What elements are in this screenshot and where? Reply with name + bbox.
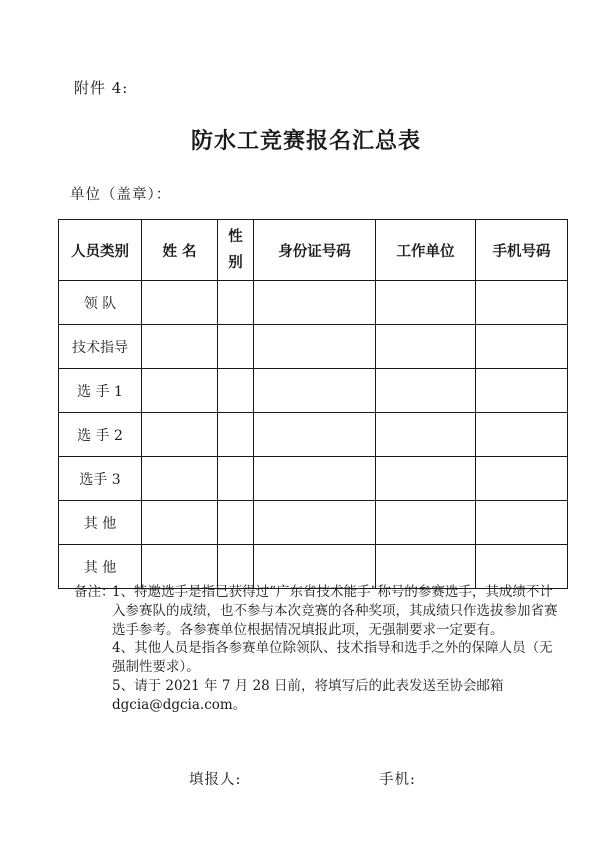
row-category-label: 选手 3 xyxy=(59,457,142,501)
work-unit-cell[interactable] xyxy=(376,545,476,589)
notes-section xyxy=(74,583,564,715)
table-row xyxy=(59,413,568,457)
phone-cell[interactable] xyxy=(476,369,568,413)
note-item-5: 5、请于 2021 年 7 月 28 日前，将填写后的此表发送至协会邮箱 dgcia@dgcia.com。 xyxy=(112,677,504,713)
phone-cell[interactable] xyxy=(476,325,568,369)
table-header-row xyxy=(59,220,568,281)
phone-cell[interactable] xyxy=(476,281,568,325)
name-cell[interactable] xyxy=(142,413,218,457)
id-number-cell[interactable] xyxy=(254,545,376,589)
column-header-name: 姓 名 xyxy=(142,220,218,281)
work-unit-cell[interactable] xyxy=(376,501,476,545)
table-row xyxy=(59,501,568,545)
row-category-label: 技术指导 xyxy=(59,325,142,369)
name-cell[interactable] xyxy=(142,501,218,545)
gender-cell[interactable] xyxy=(218,325,254,369)
name-cell[interactable] xyxy=(142,325,218,369)
row-category-label: 选 手 1 xyxy=(59,369,142,413)
id-number-cell[interactable] xyxy=(254,457,376,501)
phone-cell[interactable] xyxy=(476,545,568,589)
column-header-category: 人员类别 xyxy=(59,220,142,281)
table-row xyxy=(59,457,568,501)
row-category-label: 选 手 2 xyxy=(59,413,142,457)
table-row xyxy=(59,369,568,413)
gender-cell[interactable] xyxy=(218,457,254,501)
id-number-cell[interactable] xyxy=(254,413,376,457)
gender-header-text: 性别 xyxy=(228,228,243,271)
phone-label: 手机: xyxy=(379,772,416,788)
attachment-label: 附件 4: xyxy=(74,79,129,97)
id-number-cell[interactable] xyxy=(254,369,376,413)
column-header-work-unit: 工作单位 xyxy=(376,220,476,281)
column-header-id-number: 身份证号码 xyxy=(254,220,376,281)
id-number-cell[interactable] xyxy=(254,501,376,545)
row-category-label: 其 他 xyxy=(59,501,142,545)
note-item-4: 4、其他人员是指各参赛单位除领队、技术指导和选手之外的保障人员（无强制性要求）。 xyxy=(112,640,553,676)
name-cell[interactable] xyxy=(142,281,218,325)
work-unit-cell[interactable] xyxy=(376,413,476,457)
gender-cell[interactable] xyxy=(218,501,254,545)
page-title: 防水工竞赛报名汇总表 xyxy=(190,128,421,154)
gender-cell[interactable] xyxy=(218,369,254,413)
name-cell[interactable] xyxy=(142,457,218,501)
column-header-phone: 手机号码 xyxy=(476,220,568,281)
work-unit-cell[interactable] xyxy=(376,325,476,369)
gender-cell[interactable] xyxy=(218,281,254,325)
note-item-1: 1、特邀选手是指已获得过“广东省技术能手”称号的参赛选手，其成绩不计入参赛队的成绩，也不参与本次竞赛的各种奖项，其成绩只作选拔参加省赛选手参考。各参赛单位根据情况填报此项，无强制要求一定要有。 xyxy=(112,584,558,638)
id-number-cell[interactable] xyxy=(254,281,376,325)
table-row xyxy=(59,281,568,325)
phone-cell[interactable] xyxy=(476,457,568,501)
notes-label: 备注： xyxy=(74,584,115,600)
row-category-label: 其 他 xyxy=(59,545,142,589)
row-category-label: 领 队 xyxy=(59,281,142,325)
phone-cell[interactable] xyxy=(476,501,568,545)
phone-cell[interactable] xyxy=(476,413,568,457)
unit-stamp-label: 单位（盖章）： xyxy=(70,187,172,203)
reporter-label: 填报人: xyxy=(189,772,242,788)
name-cell[interactable] xyxy=(142,545,218,589)
registration-table xyxy=(58,219,568,589)
work-unit-cell[interactable] xyxy=(376,457,476,501)
work-unit-cell[interactable] xyxy=(376,281,476,325)
id-number-cell[interactable] xyxy=(254,325,376,369)
table-row xyxy=(59,325,568,369)
gender-cell[interactable] xyxy=(218,545,254,589)
work-unit-cell[interactable] xyxy=(376,369,476,413)
column-header-gender xyxy=(218,220,254,281)
gender-cell[interactable] xyxy=(218,413,254,457)
name-cell[interactable] xyxy=(142,369,218,413)
table-row xyxy=(59,545,568,589)
